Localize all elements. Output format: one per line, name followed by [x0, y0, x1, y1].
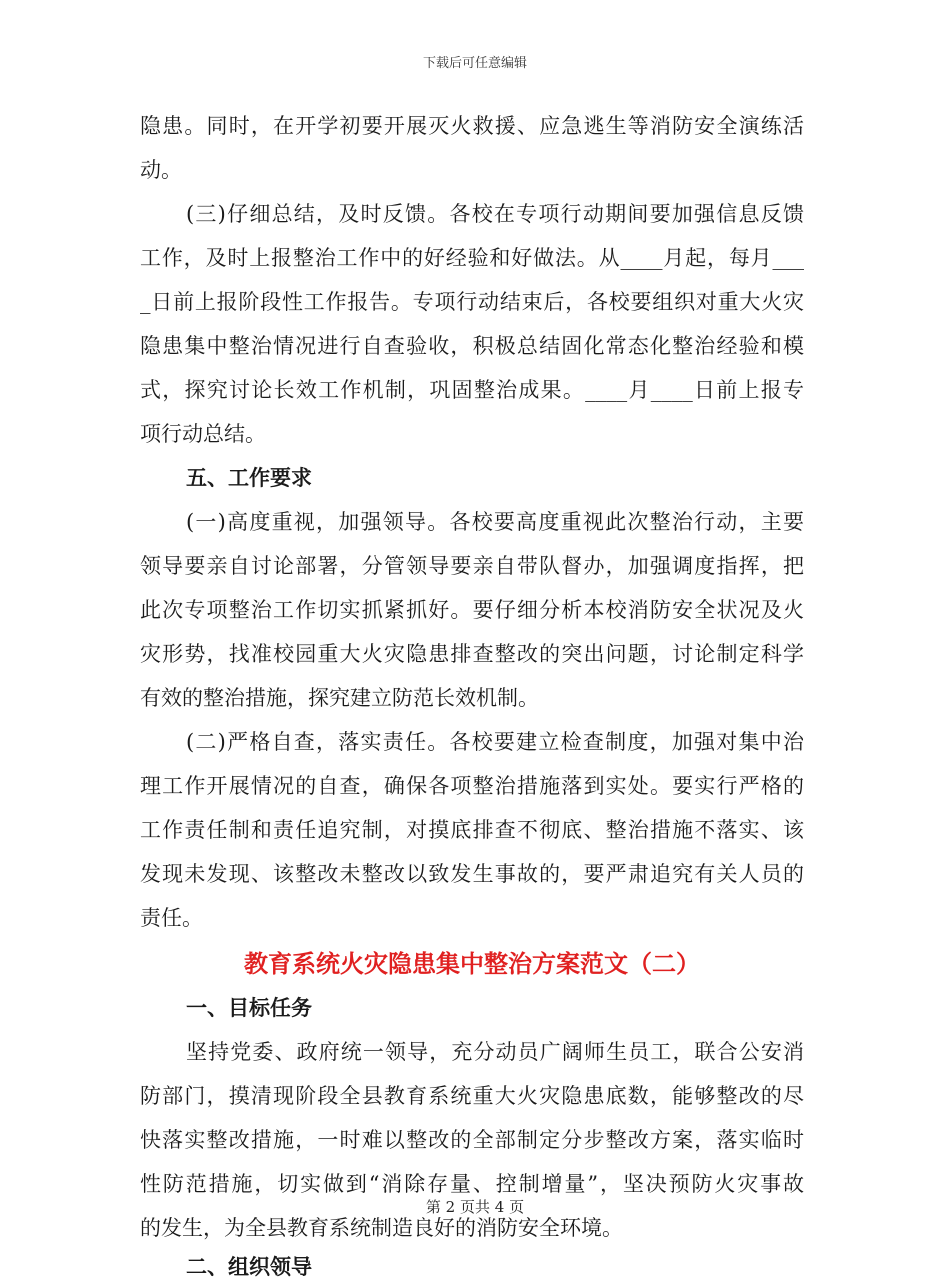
paragraph-line: 领导要亲自讨论部署，分管领导要亲自带队督办，加强调度指挥，把: [140, 554, 804, 578]
paragraph-line: 有效的整治措施，探究建立防范长效机制。: [140, 686, 539, 710]
paragraph-line: 的发生，为全县教育系统制造良好的消防安全环境。: [140, 1216, 623, 1240]
paragraph-line: 项行动总结。: [140, 422, 266, 446]
paragraph-line: 责任。: [140, 906, 203, 930]
paragraph-line: 灾形势，找准校园重大火灾隐患排查整改的突出问题，讨论制定科学: [140, 642, 804, 666]
paragraph-line: 隐患。同时，在开学初要开展灭火救援、应急逃生等消防安全演练活: [140, 114, 804, 138]
section-heading: 五、工作要求: [186, 465, 312, 490]
paragraph-line: (三)仔细总结，及时反馈。各校在专项行动期间要加强信息反馈: [186, 202, 804, 226]
paragraph-line: (二)严格自查，落实责任。各校要建立检查制度，加强对集中治: [186, 730, 804, 754]
paragraph-line: 工作，及时上报整治工作中的好经验和好做法。从____月起，每月___: [140, 246, 804, 270]
paragraph-line: 发现未发现、该整改未整改以致发生事故的，要严肃追究有关人员的: [140, 862, 804, 886]
paragraph-line: 此次专项整治工作切实抓紧抓好。要仔细分析本校消防安全状况及火: [140, 598, 804, 622]
paragraph-line: 工作责任制和责任追究制，对摸底排查不彻底、整治措施不落实、该: [140, 818, 804, 842]
paragraph-line: 动。: [140, 158, 182, 182]
document-title: 教育系统火灾隐患集中整治方案范文（二）: [244, 949, 700, 978]
paragraph-line: 式，探究讨论长效工作机制，巩固整治成果。____月____日前上报专: [140, 378, 804, 402]
paragraph-line: 快落实整改措施，一时难以整改的全部制定分步整改方案，落实临时: [140, 1128, 804, 1152]
section-heading: 二、组织领导: [186, 1254, 312, 1279]
page-footer: 第 2 页共 4 页: [425, 1198, 525, 1216]
paragraph-line: 理工作开展情况的自查，确保各项整治措施落到实处。要实行严格的: [140, 774, 804, 798]
page-header: 下载后可任意编辑: [422, 56, 527, 71]
paragraph-line: 坚持党委、政府统一领导，充分动员广阔师生员工，联合公安消: [186, 1040, 804, 1064]
paragraph-line: (一)高度重视，加强领导。各校要高度重视此次整治行动，主要: [186, 510, 804, 534]
paragraph-line: 防部门，摸清现阶段全县教育系统重大火灾隐患底数，能够整改的尽: [140, 1084, 804, 1108]
paragraph-line: 性防范措施，切实做到“消除存量、控制增量”，坚决预防火灾事故: [140, 1172, 804, 1196]
paragraph-line: _日前上报阶段性工作报告。专项行动结束后，各校要组织对重大火灾: [140, 290, 804, 314]
section-heading: 一、目标任务: [186, 995, 312, 1020]
paragraph-line: 隐患集中整治情况进行自查验收，积极总结固化常态化整治经验和模: [140, 334, 804, 358]
